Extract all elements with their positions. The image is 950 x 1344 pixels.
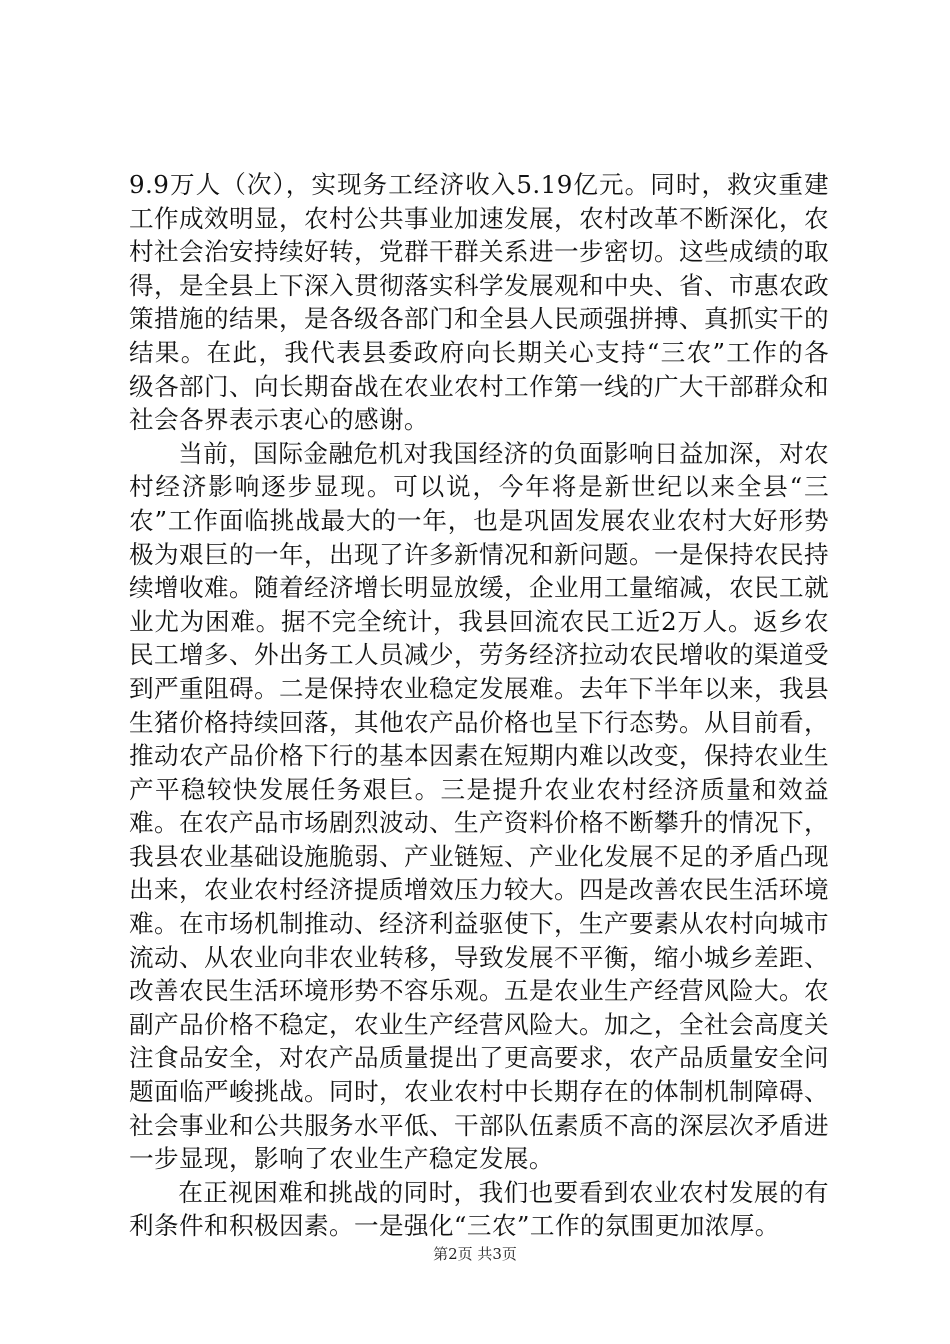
document-body — [129, 168, 829, 1243]
paragraph-1: 9.9万人（次），实现务工经济收入5.19亿元。同时，救灾重建工作成效明显，农村公共事业加速发展，农村改革不断深化，农村社会治安持续好转，党群干群关系进一步密切。这些成绩的取得，是全县上下深入贯彻落实科学发展观和中央、省、市惠农政策措施的结果，是各级各部门和全县人民顽强拼搏、真抓实干的结果。在此，我代表县委政府向长期关心支持“三农”工作的各级各部门、向长期奋战在农业农村工作第一线的广大干部群众和社会各界表示衷心的感谢。 — [129, 170, 829, 435]
paragraph-2: 当前，国际金融危机对我国经济的负面影响日益加深，对农村经济影响逐步显现。可以说，今年将是新世纪以来全县“三农”工作面临挑战最大的一年，也是巩固发展农业农村大好形势极为艰巨的一年，出现了许多新情况和新问题。一是保持农民持续增收难。随着经济增长明显放缓，企业用工量缩减，农民工就业尤为困难。据不完全统计，我县回流农民工近2万人。返乡农民工增多、外出务工人员减少，劳务经济拉动农民增收的渠道受到严重阻碍。二是保持农业稳定发展难。去年下半年以来，我县生猪价格持续回落，其他农产品价格也呈下行态势。从目前看，推动农产品价格下行的基本因素在短期内难以改变，保持农业生产平稳较快发展任务艰巨。三是提升农业农村经济质量和效益难。在农产品市场剧烈波动、生产资料价格不断攀升的情况下，我县农业基础设施脆弱、产业链短、产业化发展不足的矛盾凸现出来，农业农村经济提质增效压力较大。四是改善农民生活环境难。在市场机制推动、经济利益驱使下，生产要素从农村向城市流动、从农业向非农业转移，导致发展不平衡，缩小城乡差距、改善农民生活环境形势不容乐观。五是农业生产经营风险大。农副产品价格不稳定，农业生产经营风险大。加之，全社会高度关注食品安全，对农产品质量提出了更高要求，农产品质量安全问题面临严峻挑战。同时，农业农村中长期存在的体制机制障碍、社会事业和公共服务水平低、干部队伍素质不高的深层次矛盾进一步显现，影响了农业生产稳定发展。 — [129, 438, 829, 1174]
page-footer: 第2页 共3页 — [433, 1245, 517, 1263]
paragraph-3: 在正视困难和挑战的同时，我们也要看到农业农村发展的有利条件和积极因素。一是强化“三农”工作的氛围更加浓厚。 — [129, 1177, 829, 1241]
